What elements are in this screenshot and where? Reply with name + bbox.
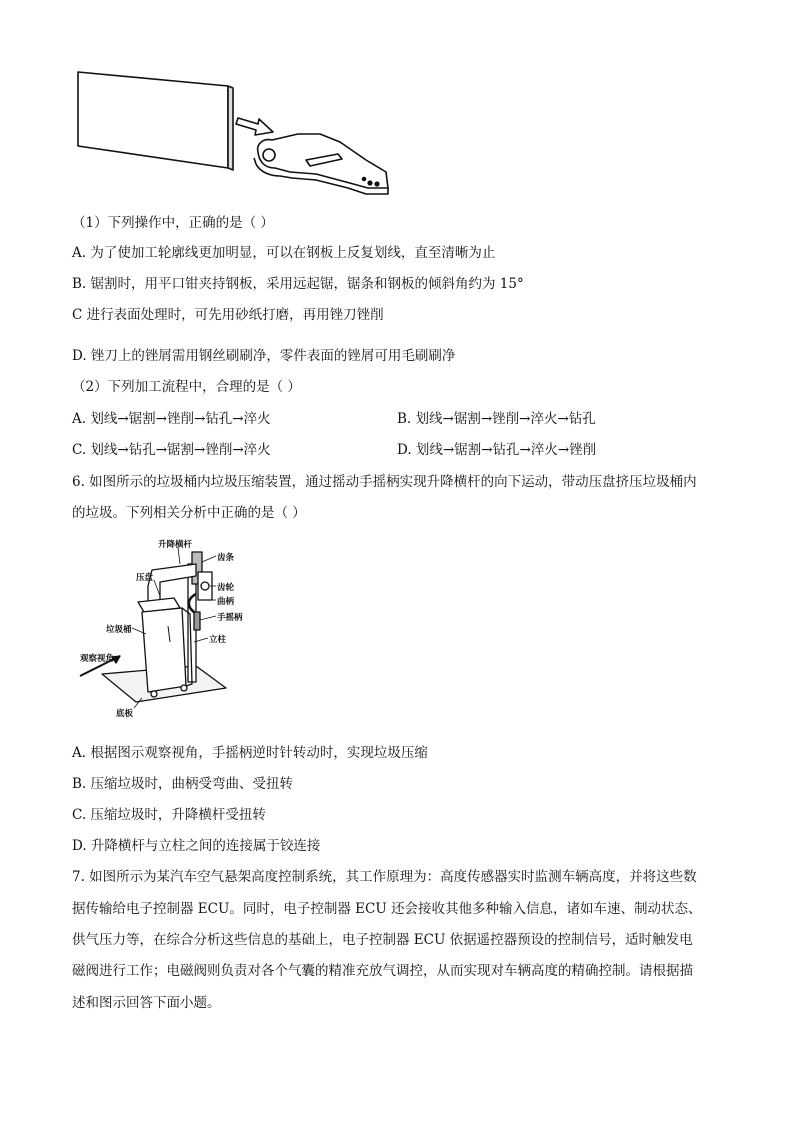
label-view-angle: 观察视角 xyxy=(80,654,115,664)
label-gear: 齿轮 xyxy=(217,583,235,593)
figure-trash-compactor xyxy=(76,536,266,726)
label-hand-crank: 手摇柄 xyxy=(217,613,243,623)
q6-option-d: D. 升降横杆与立柱之间的连接属于铰连接 xyxy=(72,838,321,854)
q5-sub1-option-d: D. 锉刀上的锉屑需用钢丝刷刷净，零件表面的锉屑可用毛刷刷净 xyxy=(72,348,456,364)
label-base: 底板 xyxy=(116,709,134,719)
q6-stem-line1: 6. 如图所示的垃圾桶内垃圾压缩装置，通过摇动手摇柄实现升降横杆的向下运动，带动压盘挤压垃圾桶内 xyxy=(72,474,697,490)
q7-line5: 述和图示回答下面小题。 xyxy=(72,995,221,1011)
q5-sub1-option-a: A. 为了使加工轮廓线更加明显，可以在钢板上反复划线，直至清晰为止 xyxy=(72,245,496,261)
q5-sub2-option-d: D. 划线→锯割→钻孔→淬火→锉削 xyxy=(397,442,597,458)
figure-steel-plate-to-part xyxy=(70,64,400,199)
q5-sub2-option-b: B. 划线→锯割→锉削→淬火→钻孔 xyxy=(397,411,596,427)
q5-sub1-option-b: B. 锯割时，用平口钳夹持钢板，采用远起锯，锯条和钢板的倾斜角约为 15° xyxy=(72,276,524,292)
label-column: 立柱 xyxy=(209,635,227,645)
q6-option-a: A. 根据图示观察视角，手摇柄逆时针转动时，实现垃圾压缩 xyxy=(72,745,428,761)
q5-sub1-stem: （1）下列操作中，正确的是（ ） xyxy=(72,215,274,231)
hand-crank-shape xyxy=(194,612,200,630)
label-trash-bin: 垃圾桶 xyxy=(106,625,132,635)
q5-sub2-option-a: A. 划线→锯割→锉削→钻孔→淬火 xyxy=(72,411,271,427)
q5-sub2-option-c: C. 划线→钻孔→锯割→锉削→淬火 xyxy=(72,442,271,458)
q5-sub1-option-c: C 进行表面处理时，可先用砂纸打磨，再用锉刀锉削 xyxy=(72,307,384,323)
arrow-icon xyxy=(236,118,273,135)
label-rack: 齿条 xyxy=(217,553,235,563)
q6-stem-line2: 的垃圾。下列相关分析中正确的是（ ） xyxy=(72,505,306,521)
trash-bin-shape xyxy=(142,608,186,692)
q7-line3: 供气压力等，在综合分析这些信息的基础上，电子控制器 ECU 依据遥控器预设的控制信号，适时触发电 xyxy=(72,932,693,948)
q6-option-b: B. 压缩垃圾时，曲柄受弯曲、受扭转 xyxy=(72,776,294,792)
steel-plate-drawing xyxy=(78,72,233,170)
q7-line4: 磁阀进行工作；电磁阀则负责对各个气囊的精准充放气调控，从而实现对车辆高度的精确控制。请根据描 xyxy=(72,963,693,979)
label-crank: 曲柄 xyxy=(217,597,235,607)
q5-sub2-stem: （2）下列加工流程中，合理的是（ ） xyxy=(72,379,301,395)
q7-line2: 据传输给电子控制器 ECU。同时，电子控制器 ECU 还会接收其他多种输入信息，诸如车速、制动状态、 xyxy=(72,901,702,917)
part-drawing xyxy=(254,134,388,194)
label-press-plate: 压盘 xyxy=(136,573,154,583)
q6-option-c: C. 压缩垃圾时，升降横杆受扭转 xyxy=(72,807,266,823)
label-lift-bar: 升降横杆 xyxy=(158,540,193,550)
q7-line1: 7. 如图所示为某汽车空气悬架高度控制系统，其工作原理为：高度传感器实时监测车辆高度，并将这些数 xyxy=(72,869,697,885)
